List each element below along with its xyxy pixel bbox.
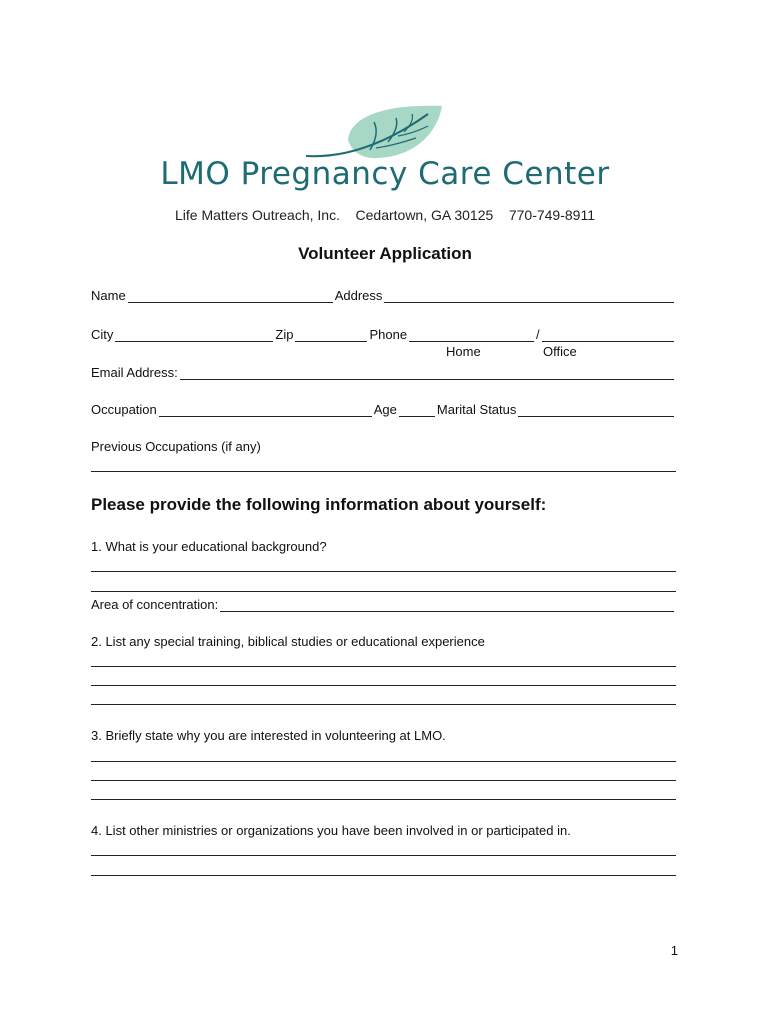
address-label: Address: [334, 288, 383, 303]
form-title: Volunteer Application: [298, 244, 472, 263]
answer-2-line-2[interactable]: [91, 685, 676, 686]
concentration-field[interactable]: [220, 598, 674, 612]
contact-line: Life Matters Outreach, Inc. Cedartown, GA 30125 770-749-8911: [175, 207, 595, 223]
answer-2-line-3[interactable]: [91, 704, 676, 705]
address-field[interactable]: [384, 289, 674, 303]
zip-label: Zip: [275, 327, 294, 342]
occupation-label: Occupation: [91, 402, 157, 417]
answer-1-line-1[interactable]: [91, 571, 676, 572]
concentration-row: [91, 596, 676, 612]
city-label: City: [91, 327, 114, 342]
office-phone-field[interactable]: [542, 328, 674, 342]
answer-2-line-1[interactable]: [91, 666, 676, 667]
answer-3-line-1[interactable]: [91, 761, 676, 762]
question-1: 1. What is your educational background?: [91, 539, 327, 554]
phone-separator: /: [536, 327, 540, 342]
organization-name: LMO Pregnancy Care Center: [160, 156, 610, 192]
email-label: Email Address:: [91, 365, 178, 380]
marital-status-label: Marital Status: [436, 402, 517, 417]
answer-4-line-2[interactable]: [91, 875, 676, 876]
question-4: 4. List other ministries or organizations you have been involved in or participated in.: [91, 823, 571, 838]
occupation-row: [91, 401, 676, 417]
page-number: 1: [670, 943, 678, 958]
previous-occupations-label: Previous Occupations (if any): [91, 439, 261, 454]
name-address-row: [91, 287, 676, 303]
leaf-logo-icon: [300, 100, 450, 162]
question-3: 3. Briefly state why you are interested in volunteering at LMO.: [91, 728, 446, 743]
concentration-label: Area of concentration:: [91, 597, 219, 612]
home-phone-field[interactable]: [409, 328, 534, 342]
answer-3-line-2[interactable]: [91, 780, 676, 781]
age-field[interactable]: [399, 403, 435, 417]
question-2: 2. List any special training, biblical studies or educational experience: [91, 634, 485, 649]
city-zip-phone-row: [91, 326, 676, 342]
name-field[interactable]: [128, 289, 333, 303]
office-label: Office: [543, 344, 577, 359]
marital-status-field[interactable]: [518, 403, 674, 417]
phone-label: Phone: [369, 327, 408, 342]
section-heading: Please provide the following information about yourself:: [91, 495, 547, 514]
answer-1-line-2[interactable]: [91, 591, 676, 592]
answer-3-line-3[interactable]: [91, 799, 676, 800]
name-label: Name: [91, 288, 126, 303]
age-label: Age: [373, 402, 397, 417]
previous-occupations-line[interactable]: [91, 471, 676, 472]
answer-4-line-1[interactable]: [91, 855, 676, 856]
home-label: Home: [446, 344, 481, 359]
city-field[interactable]: [115, 328, 273, 342]
zip-field[interactable]: [295, 328, 367, 342]
email-row: [91, 364, 676, 380]
occupation-field[interactable]: [159, 403, 372, 417]
email-field[interactable]: [180, 366, 674, 380]
